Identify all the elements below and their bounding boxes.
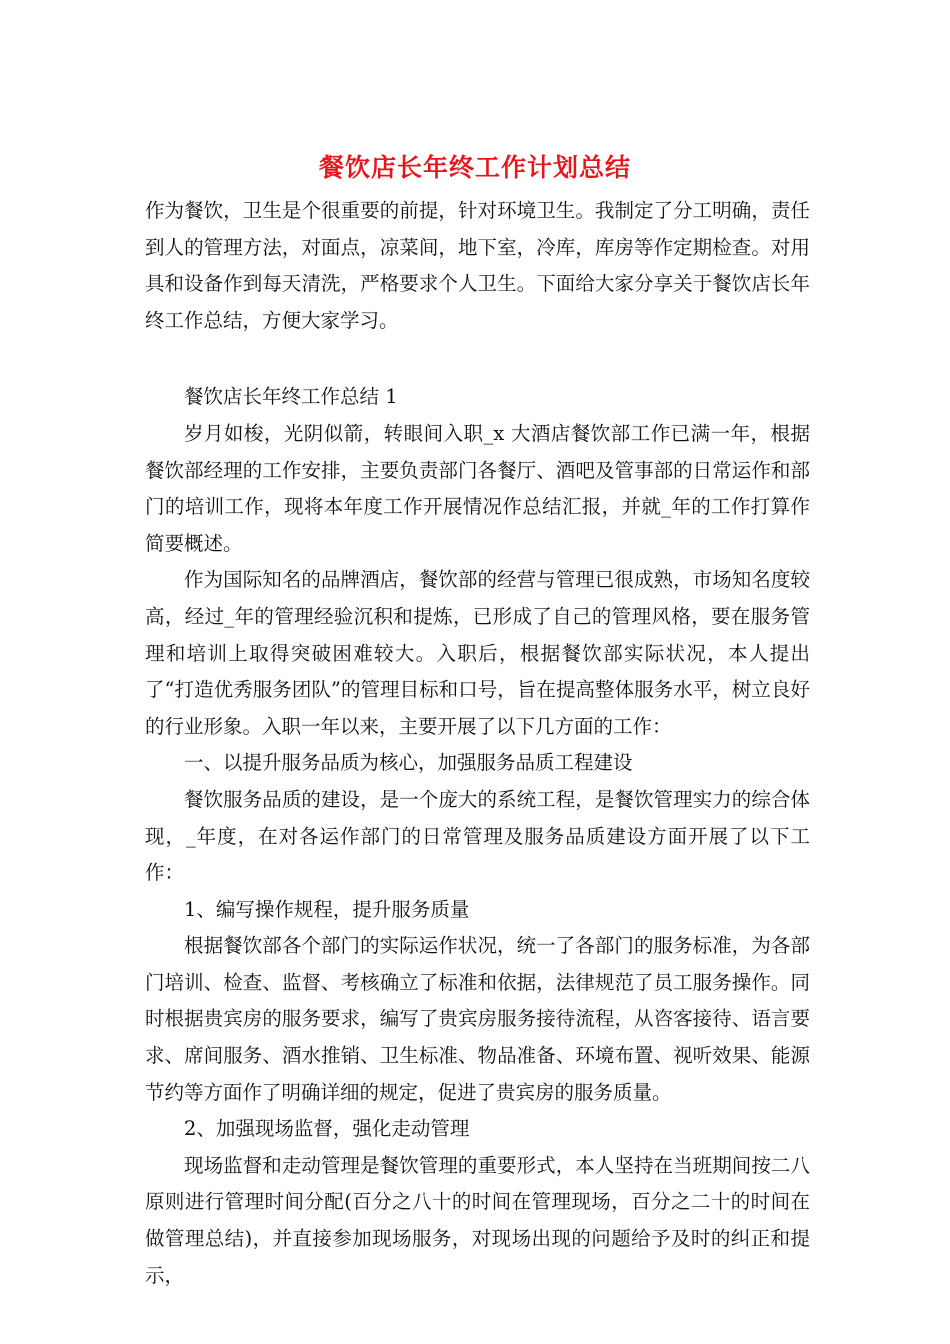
document-body (145, 193, 810, 1294)
body-paragraph: 根据餐饮部各个部门的实际运作状况，统一了各部门的服务标准，为各部门培训、检查、监督、考核确立了标准和依据，法律规范了员工服务操作。同时根据贵宾房的服务要求，编写了贵宾房服务接待流程，从咨客接待、语言要求、席间服务、酒水推销、卫生标准、物品准备、环境布置、视听效果、能源节约等方面作了明确详细的规定，促进了贵宾房的服务质量。 (145, 934, 810, 1104)
document-title: 餐饮店长年终工作计划总结 (318, 153, 631, 182)
body-paragraph: 现场监督和走动管理是餐饮管理的重要形式，本人坚持在当班期间按二八原则进行管理时间分配(百分之八十的时间在管理现场，百分之二十的时间在做管理总结)，并直接参加现场服务，对现场出现的问题给予及时的纠正和提示， (145, 1153, 810, 1287)
body-paragraph: 作为国际知名的品牌酒店，餐饮部的经营与管理已很成熟，市场知名度较高，经过_年的管理经验沉积和提炼，已形成了自己的管理风格，要在服务管理和培训上取得突破困难较大。入职后，根据餐饮部实际状况，本人提出了“打造优秀服务团队”的管理目标和口号，旨在提高整体服务水平，树立良好的行业形象。入职一年以来，主要开展了以下几方面的工作： (145, 568, 810, 738)
subsection-heading: 1、编写操作规程，提升服务质量 (184, 897, 470, 921)
body-paragraph: 餐饮服务品质的建设，是一个庞大的系统工程，是餐饮管理实力的综合体现，_年度，在对各运作部门的日常管理及服务品质建设方面开展了以下工作： (145, 787, 810, 885)
subsection-heading: 2、加强现场监督，强化走动管理 (184, 1117, 470, 1141)
section-heading: 餐饮店长年终工作总结 1 (184, 385, 398, 409)
subsection-heading: 一、以提升服务品质为核心，加强服务品质工程建设 (184, 751, 633, 775)
body-paragraph: 岁月如梭，光阴似箭，转眼间入职_x 大酒店餐饮部工作已满一年，根据餐饮部经理的工作安排，主要负责部门各餐厅、酒吧及管事部的日常运作和部门的培训工作，现将本年度工作开展情况作总结汇报，并就_年的工作打算作简要概述。 (145, 421, 810, 555)
paragraph-spacer (145, 339, 810, 379)
intro-paragraph: 作为餐饮，卫生是个很重要的前提，针对环境卫生。我制定了分工明确，责任到人的管理方法，对面点，凉菜间，地下室，冷库，库房等作定期检查。对用具和设备作到每天清洗，严格要求个人卫生。下面给大家分享关于餐饮店长年终工作总结，方便大家学习。 (145, 199, 810, 332)
